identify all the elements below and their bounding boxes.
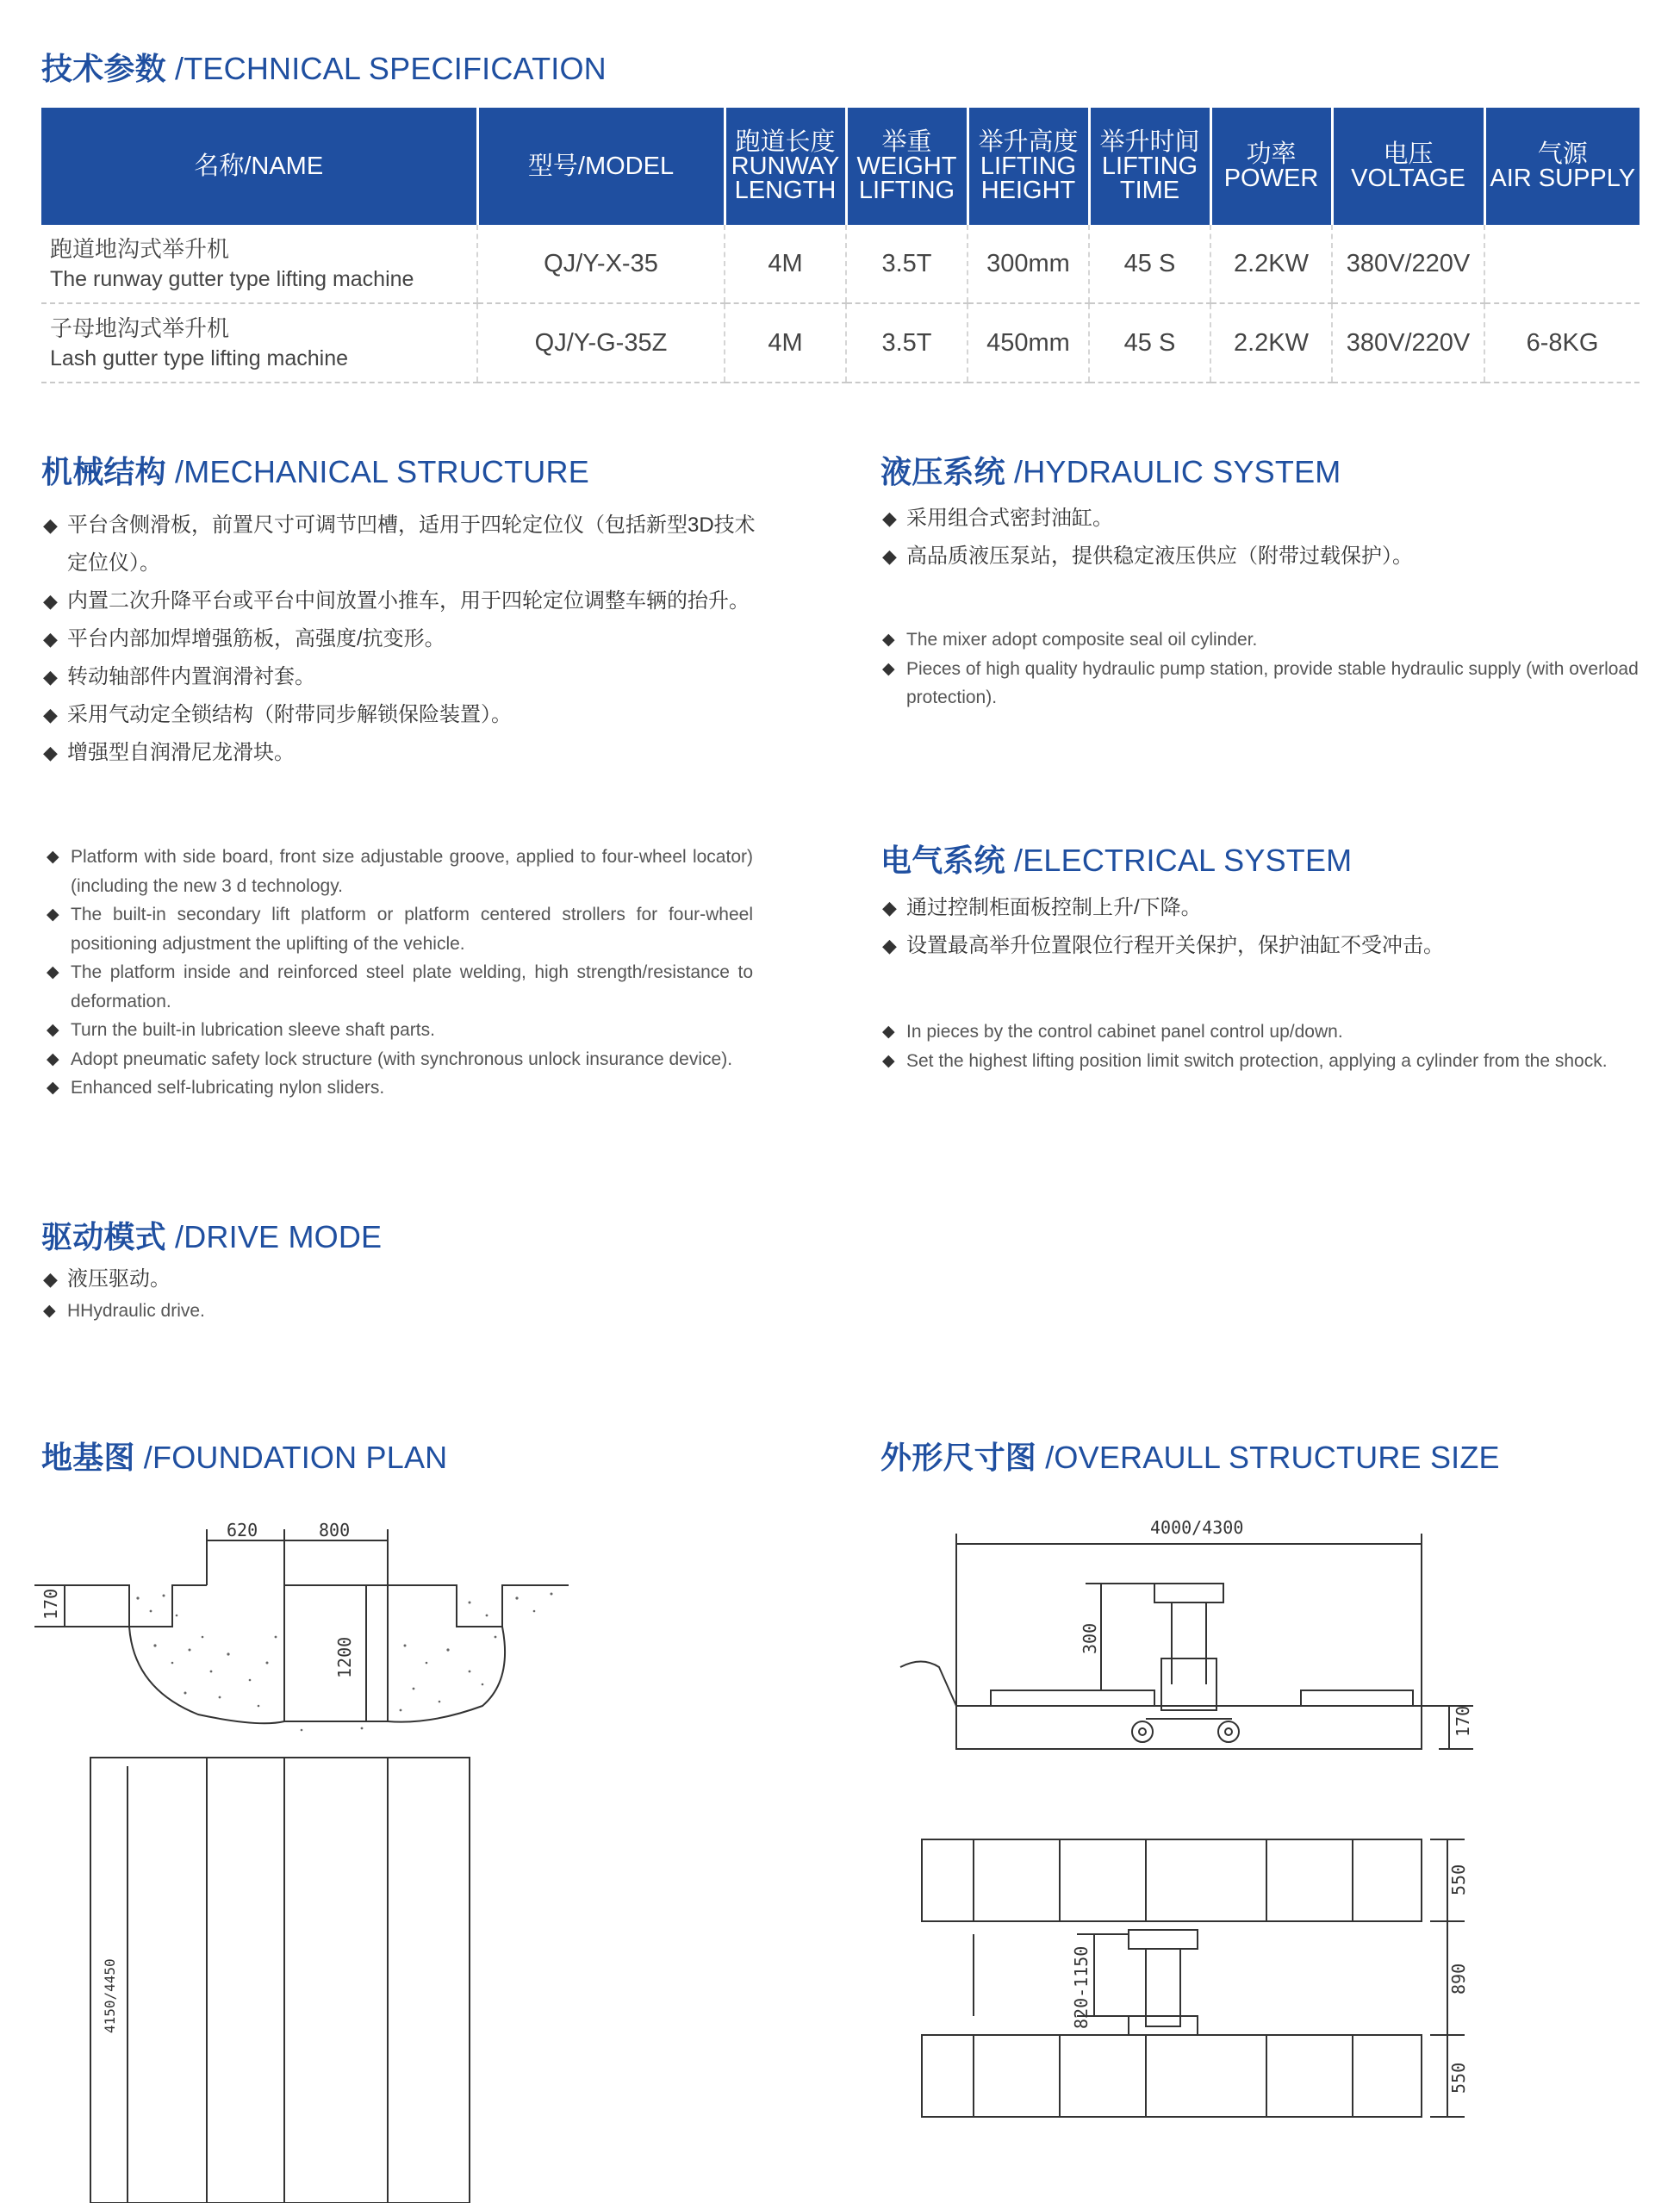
- cell-voltage: 380V/220V: [1332, 225, 1484, 303]
- dim-170-side: 170: [1453, 1705, 1473, 1737]
- list-item: ◆ The platform inside and reinforced steel plate welding, high strength/resistance to deformation.: [45, 958, 753, 1016]
- spec-header-row: [41, 108, 1640, 225]
- table-row: [41, 225, 1640, 303]
- list-item: ◆ 转动轴部件内置润滑衬套。: [41, 658, 765, 696]
- header-runway-length: 跑道长度 RUNWAY LENGTH: [725, 108, 846, 225]
- overall-title: 外形尺寸图 /OVERAULL STRUCTURE SIZE: [880, 1440, 1500, 1475]
- cell-height: 300mm: [968, 225, 1089, 303]
- electrical-title: 电气系统 /ELECTRICAL SYSTEM: [880, 843, 1353, 878]
- plan-outline: [90, 1758, 470, 2203]
- wheel-right: [1218, 1721, 1239, 1742]
- list-item: ◆ 通过控制柜面板控制上升/下降。: [880, 889, 1639, 927]
- drive-title: 驱动模式 /DRIVE MODE: [41, 1219, 383, 1254]
- dim-550-lower: 550: [1448, 2062, 1469, 2094]
- list-item: ◆ In pieces by the control cabinet panel control up/down.: [880, 1017, 1639, 1047]
- foundation-plan-drawing: [0, 1499, 827, 2203]
- list-item: ◆ 采用组合式密封油缸。: [880, 500, 1639, 538]
- runway-top-upper: [922, 1839, 1422, 1921]
- header-model: 型号/MODEL: [477, 108, 725, 225]
- cell-runway: 4M: [725, 303, 846, 383]
- runway-side: [956, 1706, 1422, 1749]
- list-item: ◆ Enhanced self-lubricating nylon sliders.: [45, 1073, 753, 1103]
- list-item: ◆ 设置最高举升位置限位行程开关保护，保护油缸不受冲击。: [880, 927, 1639, 965]
- cell-power: 2.2KW: [1210, 225, 1332, 303]
- cell-power: 2.2KW: [1210, 303, 1332, 383]
- list-item: ◆ HHydraulic drive.: [41, 1297, 731, 1326]
- list-item: ◆ 高品质液压泵站，提供稳定液压供应（附带过载保护）。: [880, 538, 1639, 576]
- list-item: ◆ Set the highest lifting position limit switch protection, applying a cylinder from the shock.: [880, 1047, 1639, 1076]
- cell-name: 子母地沟式举升机 Lash gutter type lifting machine: [41, 303, 477, 383]
- list-item: ◆ Pieces of high quality hydraulic pump station, provide stable hydraulic supply (with overload protection).: [880, 655, 1639, 713]
- list-item: ◆ Turn the built-in lubrication sleeve shaft parts.: [45, 1016, 753, 1045]
- spec-table: [41, 108, 1640, 383]
- cell-voltage: 380V/220V: [1332, 303, 1484, 383]
- mechanical-title: 机械结构 /MECHANICAL STRUCTURE: [41, 454, 589, 489]
- runway-top-lower: [922, 2035, 1422, 2117]
- header-lifting-height: 举升高度 LIFTING HEIGHT: [968, 108, 1089, 225]
- cell-model: QJ/Y-X-35: [477, 225, 725, 303]
- cell-time: 45 S: [1089, 225, 1210, 303]
- cell-weight: 3.5T: [846, 303, 968, 383]
- overall-size-drawing: [887, 1499, 1680, 2203]
- tech-spec-title: 技术参数 /TECHNICAL SPECIFICATION: [41, 51, 607, 86]
- foundation-title: 地基图 /FOUNDATION PLAN: [41, 1440, 448, 1475]
- cell-model: QJ/Y-G-35Z: [477, 303, 725, 383]
- drive-en-list: [41, 1297, 731, 1326]
- cell-time: 45 S: [1089, 303, 1210, 383]
- center-column: [1146, 1949, 1180, 2026]
- dim-620: 620: [227, 1520, 258, 1540]
- header-lifting-weight: 举重 WEIGHT LIFTING: [846, 108, 968, 225]
- cell-height: 450mm: [968, 303, 1089, 383]
- cell-runway: 4M: [725, 225, 846, 303]
- list-item: ◆ 采用气动定全锁结构（附带同步解锁保险装置）。: [41, 696, 765, 734]
- cell-air: [1484, 225, 1640, 303]
- hydraulic-cn-list: [880, 500, 1639, 576]
- mechanical-en-list: [45, 843, 753, 1103]
- list-item: ◆ The built-in secondary lift platform or platform centered strollers for four-wheel positioning adjustment the uplifting of the vehicle.: [45, 900, 753, 958]
- list-item: ◆ 平台内部加焊增强筋板，高强度/抗变形。: [41, 620, 765, 658]
- lift-pad: [1154, 1584, 1223, 1602]
- dim-890: 890: [1448, 1963, 1469, 1995]
- dim-820-1150: 820-1150: [1071, 1945, 1092, 2029]
- hydraulic-title: 液压系统 /HYDRAULIC SYSTEM: [880, 454, 1341, 489]
- mechanical-cn-list: [41, 507, 765, 772]
- list-item: ◆ 平台含侧滑板，前置尺寸可调节凹槽，适用于四轮定位仪（包括新型3D技术定位仪）。: [41, 507, 765, 582]
- dim-800: 800: [319, 1520, 351, 1540]
- header-name: 名称/NAME: [41, 108, 477, 225]
- cell-air: 6-8KG: [1484, 303, 1640, 383]
- header-lifting-time: 举升时间 LIFTING TIME: [1089, 108, 1210, 225]
- header-voltage: 电压 VOLTAGE: [1332, 108, 1484, 225]
- cell-weight: 3.5T: [846, 225, 968, 303]
- dim-1200: 1200: [334, 1636, 355, 1678]
- dim-300: 300: [1080, 1622, 1100, 1654]
- dim-170: 170: [40, 1588, 61, 1620]
- list-item: ◆ Platform with side board, front size adjustable groove, applied to four-wheel locator) (including the new 3 d technology.: [45, 843, 753, 900]
- electrical-cn-list: [880, 889, 1639, 965]
- list-item: ◆ The mixer adopt composite seal oil cylinder.: [880, 625, 1639, 655]
- wheel-left: [1132, 1721, 1153, 1742]
- table-row: [41, 303, 1640, 383]
- crossbar-upper: [1129, 1930, 1198, 1949]
- list-item: ◆ 液压驱动。: [41, 1260, 731, 1298]
- dim-550-upper: 550: [1448, 1864, 1469, 1895]
- dim-4000: 4000/4300: [1150, 1517, 1244, 1538]
- header-air-supply: 气源 AIR SUPPLY: [1484, 108, 1640, 225]
- list-item: ◆ 增强型自润滑尼龙滑块。: [41, 734, 765, 772]
- list-item: ◆ 内置二次升降平台或平台中间放置小推车，用于四轮定位调整车辆的抬升。: [41, 582, 765, 620]
- list-item: ◆ Adopt pneumatic safety lock structure (with synchronous unlock insurance device).: [45, 1045, 753, 1074]
- hydraulic-en-list: [880, 625, 1639, 713]
- electrical-en-list: [880, 1017, 1639, 1075]
- drive-cn-list: [41, 1260, 731, 1298]
- header-power: 功率 POWER: [1210, 108, 1332, 225]
- cell-name: 跑道地沟式举升机 The runway gutter type lifting machine: [41, 225, 477, 303]
- dim-length: 4150/4450: [102, 1958, 118, 2033]
